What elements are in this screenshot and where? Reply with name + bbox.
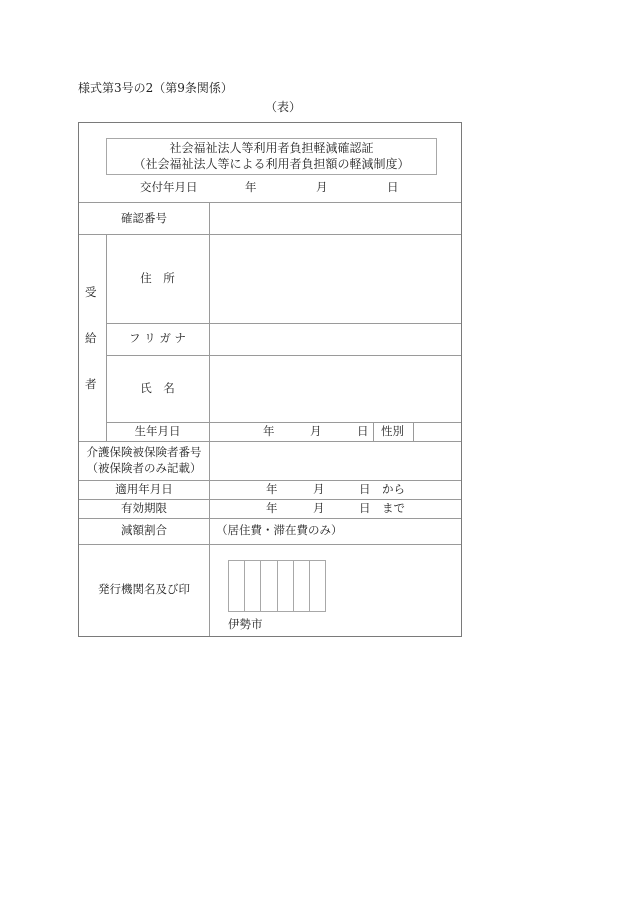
seal-column [294, 561, 310, 611]
gender-divider [373, 422, 374, 441]
insured-number-label: 介護保険被保険者番号 [86, 445, 202, 459]
applied-month-label: 月 [313, 482, 325, 496]
seal-column [278, 561, 294, 611]
divider [79, 499, 461, 500]
valid-suffix: まで [382, 501, 405, 515]
seal-column [229, 561, 245, 611]
issue-month-label: 月 [316, 180, 328, 194]
reduction-rate-note: （居住費・滞在費のみ） [216, 523, 343, 537]
valid-until-label: 有効期限 [121, 501, 167, 515]
divider [106, 422, 461, 423]
seal-column [245, 561, 261, 611]
insured-number-field[interactable] [210, 442, 461, 480]
certificate-subtitle: （社会福祉法人等による利用者負担額の軽減制度） [133, 157, 410, 171]
birthdate-label: 生年月日 [134, 424, 181, 438]
insured-number-note: （被保険者のみ記載） [86, 461, 202, 475]
form-number: 様式第3号の2（第9条関係） [78, 81, 233, 95]
applied-day-label: 日 [359, 482, 371, 496]
seal-column [261, 561, 277, 611]
confirmation-number-field[interactable] [210, 203, 461, 234]
birth-month-label: 月 [310, 424, 322, 438]
issue-day-label: 日 [387, 180, 399, 194]
seal-box [228, 560, 326, 612]
recipient-label-char-1: 受 [85, 285, 97, 299]
issue-year-label: 年 [245, 180, 257, 194]
divider [79, 544, 461, 545]
seal-column [310, 561, 325, 611]
birth-day-label: 日 [357, 424, 369, 438]
gender-field[interactable] [414, 423, 461, 441]
recipient-label-char-2: 給 [85, 331, 97, 345]
side-label: （表） [265, 100, 302, 114]
issuer-label: 発行機関名及び印 [98, 582, 190, 596]
issue-date-label: 交付年月日 [140, 180, 198, 194]
confirmation-number-label: 確認番号 [121, 211, 167, 225]
issuer-city: 伊勢市 [228, 617, 263, 631]
reduction-rate-label: 減額割合 [121, 523, 167, 537]
certificate-title: 社会福祉法人等利用者負担軽減確認証 [169, 141, 374, 155]
gender-label: 性別 [381, 424, 404, 438]
name-field[interactable] [210, 356, 461, 422]
valid-month-label: 月 [313, 501, 325, 515]
address-field[interactable] [210, 235, 461, 323]
applied-year-label: 年 [266, 482, 278, 496]
valid-day-label: 日 [359, 501, 371, 515]
name-label: 氏 名 [140, 381, 175, 395]
divider [79, 518, 461, 519]
furigana-label: フ リ ガ ナ [129, 331, 186, 345]
furigana-field[interactable] [210, 324, 461, 355]
address-label: 住 所 [140, 271, 175, 285]
valid-year-label: 年 [266, 501, 278, 515]
birth-year-label: 年 [263, 424, 275, 438]
divider [79, 480, 461, 481]
applied-date-label: 適用年月日 [115, 482, 173, 496]
applied-suffix: から [382, 482, 405, 496]
recipient-label-char-3: 者 [85, 377, 97, 391]
